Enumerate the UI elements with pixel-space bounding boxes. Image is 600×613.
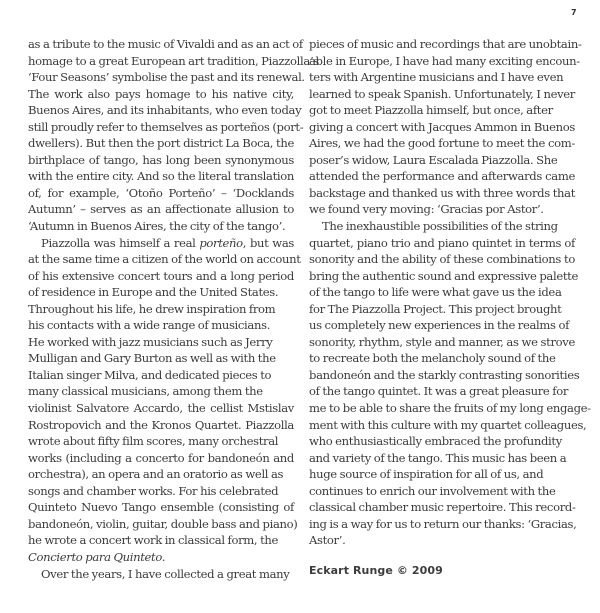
text-line: Over the years, I have collected a great many — [41, 566, 290, 581]
author-signature: Eckart Runge © 2009 — [309, 564, 443, 577]
text-line: and variety of the tango. This music has been a — [309, 450, 567, 465]
text-line — [28, 235, 294, 252]
text-line: Quinteto Nuevo Tango ensemble (consisting of — [28, 500, 294, 515]
italic-term: porteño — [199, 235, 243, 250]
text-line: as a tribute to the music of Vivaldi and as an act of — [28, 37, 303, 51]
text-line: for The Piazzolla Project. This project brought — [309, 301, 562, 316]
text-line: Throughout his life, he drew inspiration from — [28, 301, 276, 316]
text-line: dwellers). But then the port district La Boca, the — [28, 136, 294, 151]
text-line: ing is a way for us to return our thanks: ‘Gracias, — [309, 516, 577, 531]
text-line: Autumn’ – serves as an affectionate allusion to — [28, 202, 294, 217]
text-line: ‘Autumn in Buenos Aires, the city of the tango’. — [28, 219, 286, 234]
text-line: we found very moving: ‘Gracias por Astor’. — [309, 202, 544, 217]
text-line: poser’s widow, Laura Escalada Piazzolla. She — [309, 152, 558, 167]
text-line: of residence in Europe and the United States. — [28, 285, 279, 300]
text-line: Buenos Aires, and its inhabitants, who even today — [28, 103, 302, 118]
text-line: violinist Salvatore Accardo, the cellist Mstislav — [28, 401, 294, 416]
text-line: ters with Argentine musicians and I have even — [309, 70, 564, 85]
text-line: The work also pays homage to his native city, — [28, 86, 294, 101]
text-line: sonority, rhythm, style and manner, as we strove — [309, 334, 575, 349]
page-number: 7 — [571, 8, 577, 17]
text-line: giving a concert with Jacques Ammon in Buenos — [309, 119, 575, 134]
text-segment: Piazzolla was himself a real — [41, 235, 200, 250]
text-line: attended the performance and afterwards came — [309, 169, 575, 184]
right-column — [309, 36, 591, 549]
text-line: he wrote a concert work in classical form, the — [28, 533, 279, 548]
text-line: who enthusiastically embraced the profundity — [309, 434, 562, 449]
text-line: Mulligan and Gary Burton as well as with the — [28, 351, 276, 366]
text-line: bandoneón, violin, guitar, double bass and piano) — [28, 516, 298, 531]
text-line: me to be able to share the fruits of my long engage- — [309, 401, 591, 416]
text-line: got to meet Piazzolla himself, but once, after — [309, 103, 553, 118]
text-line: of, for example, ‘Otoño Porteño’ – ‘Docklands — [28, 185, 294, 200]
text-line: us completely new experiences in the realms of — [309, 318, 570, 333]
text-line: Aires, we had the good fortune to meet the com- — [309, 136, 575, 151]
text-line: Italian singer Milva, and dedicated pieces to — [28, 367, 272, 382]
text-line: of the tango to life were what gave us the idea — [309, 285, 562, 300]
text-line: songs and chamber works. For his celebrated — [28, 483, 279, 498]
text-line: of the tango quintet. It was a great pleasure for — [309, 384, 569, 399]
text-line: quartet, piano trio and piano quintet in terms of — [309, 235, 575, 250]
text-line: learned to speak Spanish. Unfortunately, I never — [309, 86, 575, 101]
text-line: The inexhaustible possibilities of the string — [322, 219, 558, 234]
text-line: backstage and thanked us with three words that — [309, 185, 575, 200]
text-line: bandoneón and the starkly contrasting sonorities — [309, 367, 580, 382]
text-line: ‘Four Seasons’ symbolise the past and its renewal. — [28, 70, 305, 85]
text-line: at the same time a citizen of the world on account — [28, 252, 301, 267]
text-line: many classical musicians, among them the — [28, 384, 263, 399]
text-line: able in Europe, I have had many exciting encoun- — [309, 53, 580, 68]
text-line: works (including a concerto for bandoneón and — [28, 450, 294, 465]
text-line — [28, 549, 294, 566]
text-line: his contacts with a wide range of musicians. — [28, 318, 271, 333]
text-line: of his extensive concert tours and a long period — [28, 268, 294, 283]
text-line: orchestra), an opera and an oratorio as well as — [28, 467, 284, 482]
text-line: bring the authentic sound and expressive palette — [309, 268, 578, 283]
text-line: ment with this culture with my quartet colleagues, — [309, 417, 587, 432]
text-line: still proudly refer to themselves as porteños (port- — [28, 119, 304, 134]
text-line: to recreate both the melancholy sound of the — [309, 351, 556, 366]
text-line: Rostropovich and the Kronos Quartet. Piazzolla — [28, 417, 294, 432]
text-line: sonority and the ability of these combinations to — [309, 252, 575, 267]
text-line: He worked with jazz musicians such as Jerry — [28, 334, 273, 349]
text-line: huge source of inspiration for all of us, and — [309, 467, 544, 482]
text-line: Astor’. — [309, 533, 346, 548]
left-column — [28, 36, 319, 582]
text-line: wrote about fifty film scores, many orchestral — [28, 434, 279, 449]
italic-title: Concierto para Quinteto. — [28, 549, 166, 564]
text-line: pieces of music and recordings that are unobtain- — [309, 37, 582, 51]
text-line: birthplace of tango, has long been synonymous — [28, 152, 294, 167]
text-line: homage to a great European art tradition, Piazzolla’s — [28, 53, 319, 68]
text-line: classical chamber music repertoire. This record- — [309, 500, 576, 515]
text-segment: , but was — [242, 235, 294, 250]
text-line: with the entire city. And so the literal translation — [28, 169, 294, 184]
text-line: continues to enrich our involvement with the — [309, 483, 556, 498]
